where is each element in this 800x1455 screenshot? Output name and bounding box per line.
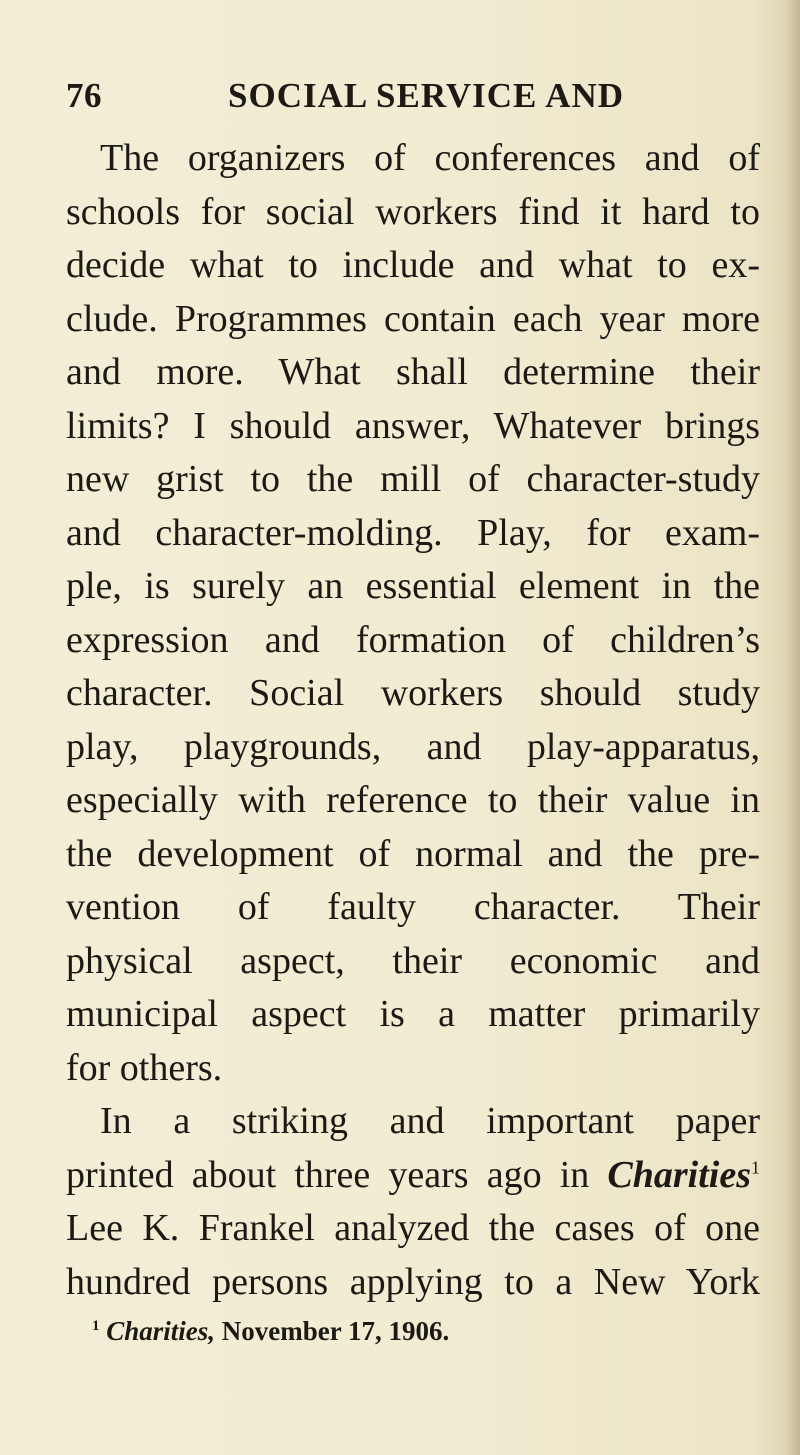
footnote-text: November 17, 1906. <box>221 1316 450 1346</box>
footnote-title: Charities, <box>106 1316 216 1346</box>
page-edge-shadow <box>786 0 800 1455</box>
text-line: and more. What shall determine their <box>66 351 760 393</box>
citation-title: Charities <box>607 1153 752 1196</box>
text-line: physical aspect, their economic and <box>66 939 760 982</box>
text-line: In a striking and important paper <box>100 1100 760 1142</box>
text-line: schools for social workers find it hard to <box>66 190 760 233</box>
text-line: clude. Programmes contain each year more <box>66 297 760 340</box>
body-text <box>66 132 760 1309</box>
text-line: for others. <box>66 1046 223 1089</box>
text-line: and character-molding. Play, for exam- <box>66 511 760 554</box>
text-line: decide what to include and what to ex- <box>66 244 760 286</box>
page-header <box>66 76 626 120</box>
text-line: especially with reference to their value in <box>66 779 760 821</box>
text-line: vention of faulty character. Their <box>66 886 760 928</box>
footnote-reference[interactable]: 1 <box>751 1156 761 1177</box>
text-line: new grist to the mill of character-study <box>66 458 760 500</box>
footnote <box>92 1316 449 1347</box>
text-line: ple, is surely an essential element in the <box>66 565 760 607</box>
text-line: character. Social workers should study <box>66 672 760 714</box>
page-number: 76 <box>66 76 102 115</box>
running-head: SOCIAL SERVICE AND <box>228 76 625 115</box>
text-line: expression and formation of children’s <box>66 618 760 661</box>
text-line: municipal aspect is a matter primarily <box>66 993 760 1035</box>
text-line: play, playgrounds, and play-apparatus, <box>66 725 760 768</box>
text-line-part: printed about three years ago in <box>66 1153 590 1196</box>
text-line: The organizers of conferences and of <box>100 137 760 179</box>
footnote-marker: 1 <box>92 1318 100 1334</box>
text-line: limits? I should answer, Whatever brings <box>66 404 760 447</box>
text-line: the development of normal and the pre- <box>66 832 760 875</box>
text-line-with-citation <box>66 1149 760 1203</box>
text-line: Lee K. Frankel analyzed the cases of one <box>66 1207 760 1249</box>
text-line: hundred persons applying to a New York <box>66 1260 760 1303</box>
